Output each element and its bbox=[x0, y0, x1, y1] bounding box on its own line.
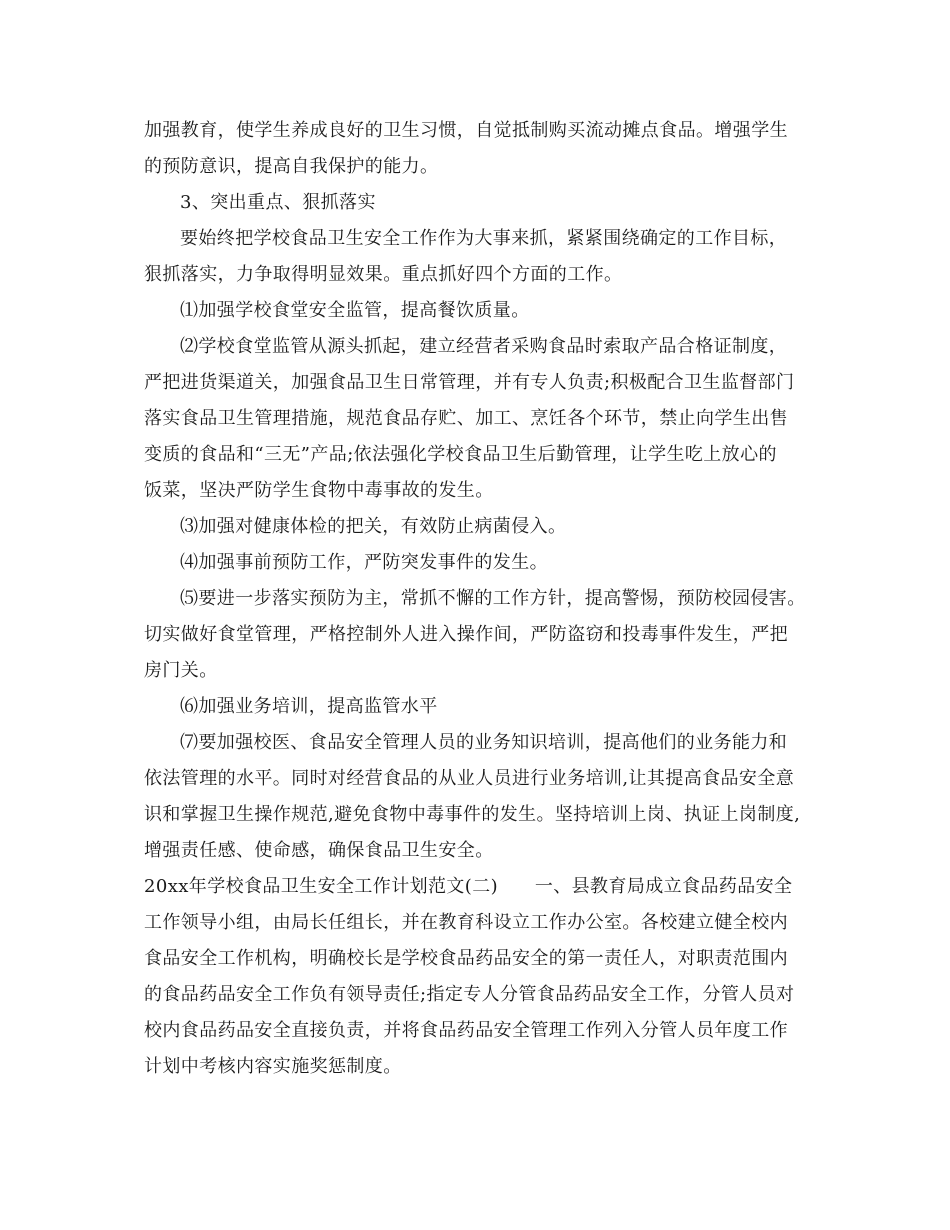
list-item: ⑺要加强校医、食品安全管理人员的业务知识培训，提高他们的业务能力和 bbox=[180, 732, 788, 753]
text-line: 工作领导小组，由局长任组长，并在教育科设立工作办公室。各校建立健全校内 bbox=[144, 912, 788, 933]
list-item: ⑹加强业务培训，提高监管水平 bbox=[180, 696, 438, 717]
text-line: 狠抓落实，力争取得明显效果。重点抓好四个方面的工作。 bbox=[144, 264, 623, 285]
text-line: 落实食品卫生管理措施，规范食品存贮、加工、烹饪各个环节，禁止向学生出售 bbox=[144, 408, 788, 429]
text-line: 要始终把学校食品卫生安全工作作为大事来抓，紧紧围绕确定的工作目标， bbox=[180, 228, 788, 249]
list-item: ⑸要进一步落实预防为主，常抓不懈的工作方针，提高警惕，预防校园侵害。 bbox=[180, 588, 806, 609]
text-line: 变质的食品和“三无”产品;依法强化学校食品卫生后勤管理，让学生吃上放心的 bbox=[144, 444, 777, 465]
section-heading: 3、突出重点、狠抓落实 bbox=[180, 192, 376, 213]
text-line: 饭菜，坚决严防学生食物中毒事故的发生。 bbox=[144, 480, 494, 501]
list-item: ⑷加强事前预防工作，严防突发事件的发生。 bbox=[180, 552, 548, 573]
text-line: 校内食品药品安全直接负责，并将食品药品安全管理工作列入分管人员年度工作 bbox=[144, 1020, 788, 1041]
list-item: ⑶加强对健康体检的把关，有效防止病菌侵入。 bbox=[180, 516, 567, 537]
list-item: ⑵学校食堂监管从源头抓起，建立经营者采购食品时索取产品合格证制度， bbox=[180, 336, 788, 357]
text-line: 的食品药品安全工作负有领导责任;指定专人分管食品药品安全工作，分管人员对 bbox=[144, 984, 795, 1005]
text-line: 识和掌握卫生操作规范,避免食物中毒事件的发生。坚持培训上岗、执证上岗制度, bbox=[144, 804, 801, 825]
list-item: ⑴加强学校食堂安全监管，提高餐饮质量。 bbox=[180, 300, 530, 321]
text-line: 房门关。 bbox=[144, 660, 218, 681]
text-line: 食品安全工作机构，明确校长是学校食品药品安全的第一责任人，对职责范围内 bbox=[144, 948, 788, 969]
text-line: 加强教育，使学生养成良好的卫生习惯，自觉抵制购买流动摊点食品。增强学生 bbox=[144, 120, 788, 141]
text-line: 的预防意识，提高自我保护的能力。 bbox=[144, 156, 439, 177]
section-title: 20xx年学校食品卫生安全工作计划范文(二) 一、县教育局成立食品药品安全 bbox=[144, 876, 793, 897]
text-line: 计划中考核内容实施奖惩制度。 bbox=[144, 1056, 402, 1077]
text-line: 严把进货渠道关，加强食品卫生日常管理，并有专人负责;积极配合卫生监督部门 bbox=[144, 372, 795, 393]
text-line: 增强责任感、使命感，确保食品卫生安全。 bbox=[144, 840, 494, 861]
text-line: 切实做好食堂管理，严格控制外人进入操作间，严防盗窃和投毒事件发生，严把 bbox=[144, 624, 788, 645]
text-line: 依法管理的水平。同时对经营食品的从业人员进行业务培训,让其提高食品安全意 bbox=[144, 768, 795, 789]
